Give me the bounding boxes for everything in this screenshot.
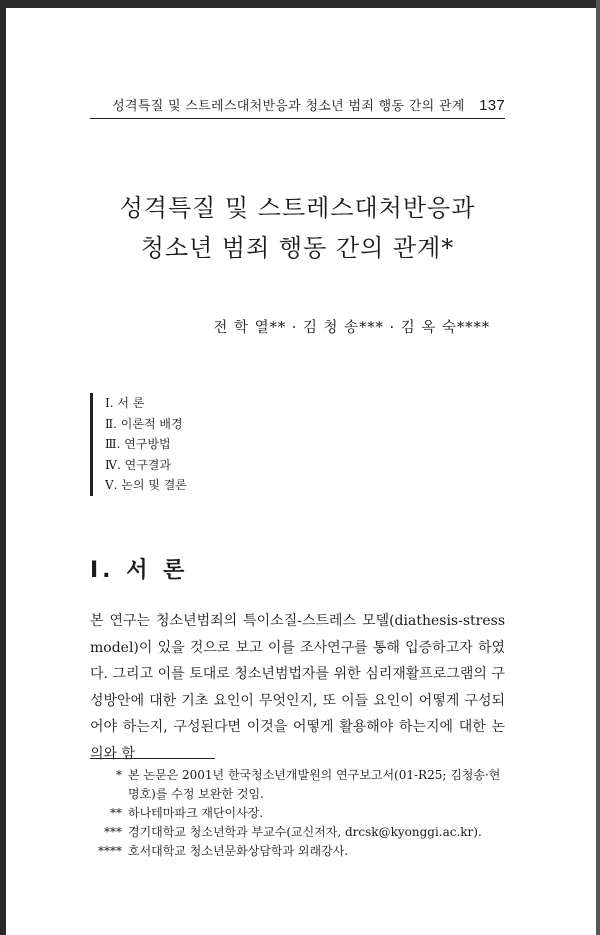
section-heading-introduction: Ⅰ. 서 론 xyxy=(90,558,189,583)
running-head xyxy=(90,95,505,119)
page-number: 137 xyxy=(479,97,505,114)
running-head-title: 성격특질 및 스트레스대처반응과 청소년 범죄 행동 간의 관계 xyxy=(112,99,465,114)
footnote xyxy=(80,804,505,823)
footnote xyxy=(80,842,505,861)
author-list: 전 학 열** · 김 청 송*** · 김 옥 숙**** xyxy=(213,320,490,336)
footnote-text: 본 논문은 2001년 한국청소년개발원의 연구보고서(01-R25; 김청송·현명호)를 수정 보완한 것임. xyxy=(128,768,501,801)
footnote-mark: * xyxy=(116,768,122,782)
body-paragraph: 본 연구는 청소년범죄의 특이소질-스트레스 모델(diathesis-stress model)이 있을 것으로 보고 이를 조사연구를 통해 입증하고자 하였다. 그리고 이를 토대로 청소년범법자를 위한 심리재활프로그램의 구성방안에 대한 기초 요인이 무엇인지, 또 이들 요인이 어떻게 구성되어야 하는지, 구성된다면 이것을 어떻게 활용해야 하는지에 대한 논의와 함 xyxy=(90,613,505,762)
footnote-divider xyxy=(90,758,215,759)
scan-border-right xyxy=(596,0,600,935)
paper-title xyxy=(90,188,505,268)
footnote-mark: ** xyxy=(110,806,122,820)
toc-item-5: Ⅴ. 논의 및 결론 xyxy=(105,478,187,492)
footnote-text: 하나테마파크 재단이사장. xyxy=(128,806,264,820)
body-text xyxy=(90,608,505,767)
footnote-text: 호서대학교 청소년문화상담학과 외래강사. xyxy=(128,844,349,858)
footnote-mark: **** xyxy=(98,844,122,858)
footnote-mark: *** xyxy=(104,825,122,839)
table-of-contents xyxy=(90,393,187,496)
toc-item-4: Ⅳ. 연구결과 xyxy=(105,457,171,472)
footnote xyxy=(80,766,505,804)
toc-item-1: Ⅰ. 서 론 xyxy=(105,396,145,410)
footnote-text: 경기대학교 청소년학과 부교수(교신저자, drcsk@kyonggi.ac.kr). xyxy=(128,825,482,839)
title-line-2: 청소년 범죄 행동 간의 관계* xyxy=(140,234,455,262)
scan-border-left xyxy=(0,0,6,935)
toc-item-3: Ⅲ. 연구방법 xyxy=(105,437,171,451)
title-line-1: 성격특질 및 스트레스대처반응과 xyxy=(119,194,476,222)
scan-border-top xyxy=(0,0,600,8)
footnotes xyxy=(80,766,505,861)
footnote xyxy=(80,823,505,842)
toc-item-2: Ⅱ. 이론적 배경 xyxy=(105,416,183,431)
